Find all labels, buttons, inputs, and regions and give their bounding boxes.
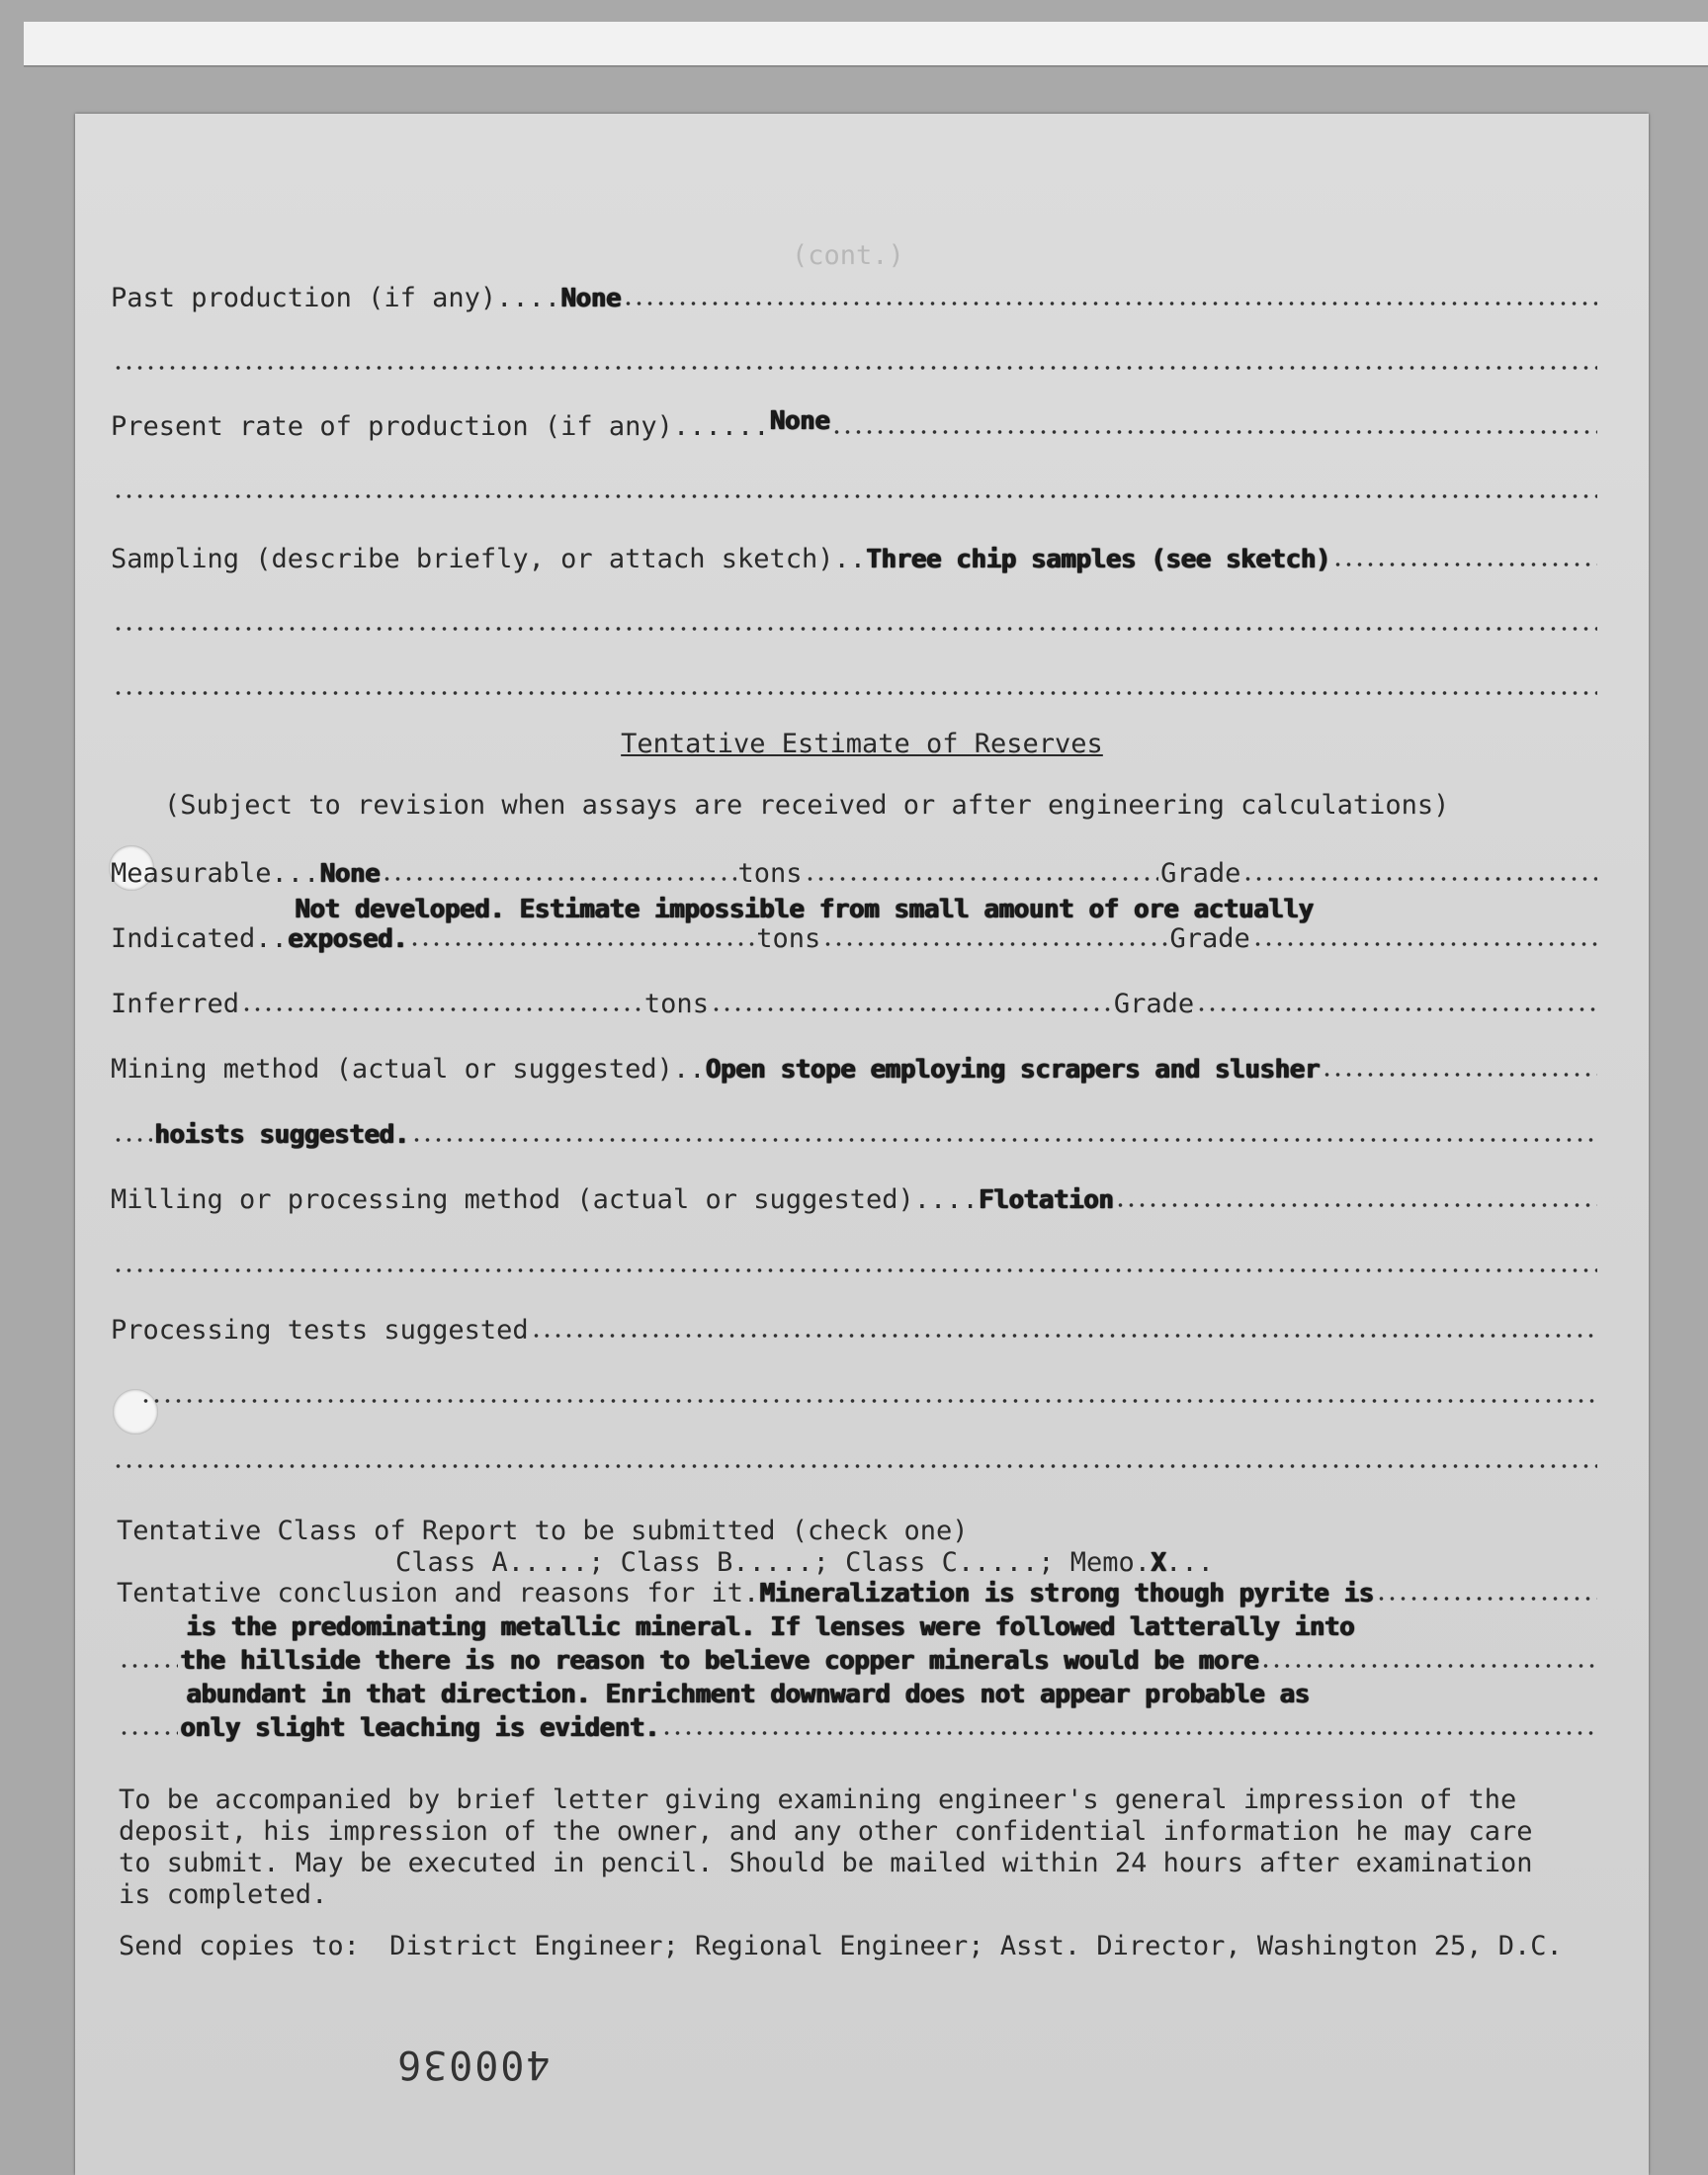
blank-line xyxy=(111,671,1599,705)
blank-line xyxy=(111,1444,1599,1478)
milling-method-label: Milling or processing method (actual or suggested).... xyxy=(111,1184,979,1215)
indicated-answer-line1: Not developed. Estimate impossible from small amount of ore actually xyxy=(295,895,1314,924)
conclusion-line5: only slight leaching is evident. xyxy=(180,1713,659,1743)
mining-method-line-2 xyxy=(111,1118,1599,1152)
sampling-line xyxy=(111,543,1599,576)
blank-line xyxy=(111,1249,1599,1282)
milling-method-line xyxy=(111,1183,1599,1217)
reserves-title: Tentative Estimate of Reserves xyxy=(621,729,1103,759)
mining-method-label: Mining method (actual or suggested).. xyxy=(111,1054,706,1085)
grade-label: Grade xyxy=(1113,989,1195,1019)
tons-label: tons xyxy=(737,858,803,889)
measurable-label: Measurable... xyxy=(111,858,320,889)
grade-label: Grade xyxy=(1160,858,1241,889)
conclusion-label: Tentative conclusion and reasons for it. xyxy=(117,1578,760,1609)
class-of-report-options: Class A.....; Class B.....; Class C.....; Memo. xyxy=(395,1547,1152,1578)
instructions-line2: deposit, his impression of the owner, and any other confidential information he may care xyxy=(119,1816,1533,1847)
blank-line xyxy=(111,607,1599,641)
class-of-report-options-row xyxy=(395,1547,1214,1579)
measurable-answer: None xyxy=(319,859,380,889)
indicated-label: Indicated.. xyxy=(111,923,288,954)
blank-line xyxy=(111,1379,1599,1413)
tons-label: tons xyxy=(643,989,709,1019)
send-copies-row xyxy=(119,1931,1563,1962)
mining-method-line xyxy=(111,1053,1599,1087)
grade-label: Grade xyxy=(1169,923,1250,954)
conclusion-line3: the hillside there is no reason to believe copper minerals would be more xyxy=(180,1646,1259,1676)
class-of-report-checked: X xyxy=(1151,1548,1166,1578)
present-rate-label: Present rate of production (if any)...... xyxy=(111,411,770,442)
indicated-line xyxy=(111,922,1599,956)
inferred-line xyxy=(111,988,1599,1021)
send-copies-recipients: District Engineer; Regional Engineer; Asst. Director, Washington 25, D.C. xyxy=(389,1931,1563,1961)
fill-dots xyxy=(623,300,1597,307)
past-production-answer: None xyxy=(560,284,621,313)
milling-method-answer: Flotation xyxy=(978,1185,1114,1215)
indicated-answer-line2: exposed. xyxy=(287,924,408,954)
bleed-through: (cont.) xyxy=(792,240,904,271)
blank-line xyxy=(111,475,1599,508)
present-rate-line xyxy=(111,406,1599,444)
instructions-line3: to submit. May be executed in pencil. Should be mailed within 24 hours after examination xyxy=(119,1848,1533,1878)
conclusion-line-3 xyxy=(117,1644,1599,1678)
processing-tests-label: Processing tests suggested xyxy=(111,1315,529,1346)
conclusion-line-5 xyxy=(117,1711,1599,1745)
mining-method-answer-line1: Open stope employing scrapers and slusher xyxy=(705,1055,1320,1085)
blank-line xyxy=(111,346,1599,380)
stamp-number: 400036 xyxy=(395,2042,551,2087)
sampling-answer: Three chip samples (see sketch) xyxy=(866,545,1330,574)
past-production-line xyxy=(111,282,1599,315)
mining-method-answer-line2: hoists suggested. xyxy=(154,1120,409,1150)
scanner-top-strip xyxy=(24,22,1708,67)
sampling-label: Sampling (describe briefly, or attach sketch).. xyxy=(111,544,867,574)
reserves-subtitle: (Subject to revision when assays are received or after engineering calculations) xyxy=(164,790,1450,821)
conclusion-line4: abundant in that direction. Enrichment downward does not appear probable as xyxy=(186,1680,1310,1709)
measurable-line xyxy=(111,857,1599,891)
instructions-line1: To be accompanied by brief letter giving examining engineer's general impression of the xyxy=(119,1784,1517,1815)
class-of-report-suffix: ... xyxy=(1165,1547,1214,1578)
present-rate-answer: None xyxy=(769,406,830,436)
class-of-report-label: Tentative Class of Report to be submitted (check one) xyxy=(117,1516,969,1546)
report-page xyxy=(75,114,1649,2175)
conclusion-line xyxy=(117,1577,1599,1610)
conclusion-line1: Mineralization is strong though pyrite is xyxy=(759,1579,1374,1609)
inferred-label: Inferred xyxy=(111,989,240,1019)
instructions-line4: is completed. xyxy=(119,1879,328,1910)
conclusion-line2: is the predominating metallic mineral. If lenses were followed latterally into xyxy=(186,1612,1354,1642)
tons-label: tons xyxy=(756,923,821,954)
past-production-label: Past production (if any).... xyxy=(111,283,561,313)
processing-tests-line xyxy=(111,1314,1599,1348)
send-copies-label: Send copies to: xyxy=(119,1931,360,1961)
